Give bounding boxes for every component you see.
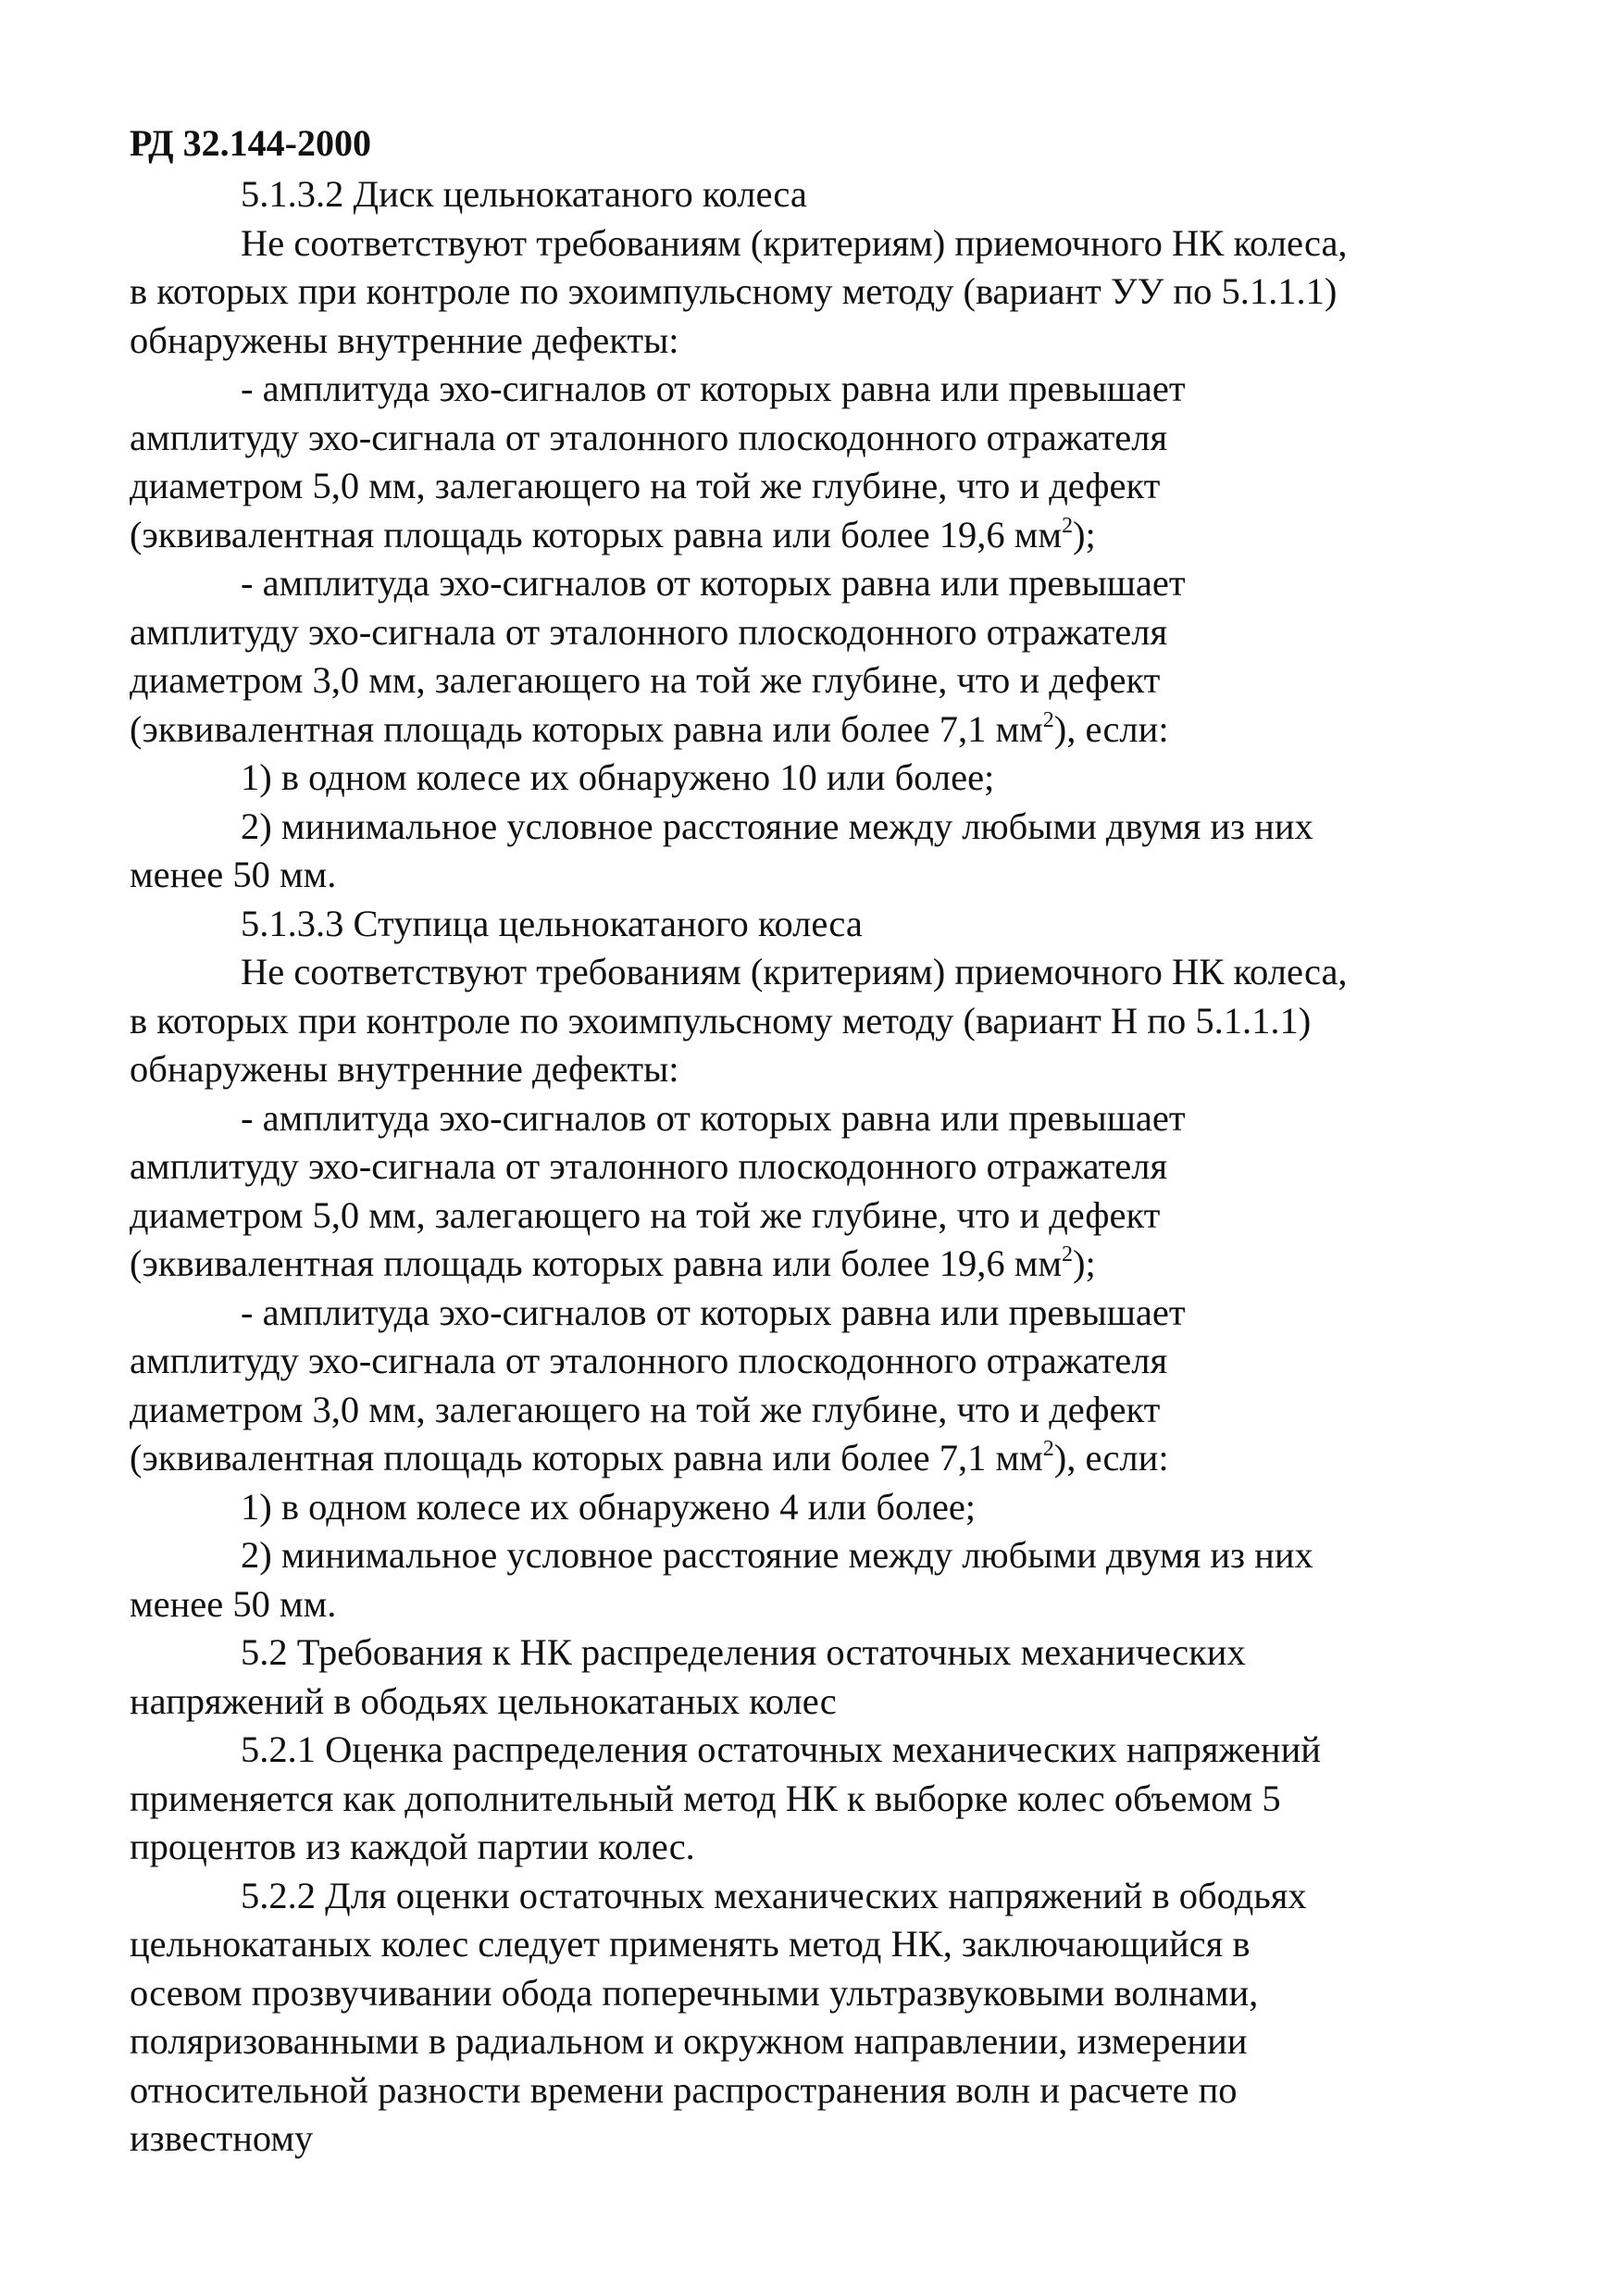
text-line (130, 705, 1546, 755)
text-line (130, 948, 1546, 997)
text-line (130, 2017, 1546, 2066)
text-line (130, 1094, 1546, 1143)
text-line-content: диаметром 3,0 мм, залегающего на той же глубине, что и дефект (130, 659, 1161, 701)
text-line-content: - амплитуда эхо-сигналов от которых равна или превышает (241, 1096, 1186, 1139)
text-line (130, 1289, 1546, 1338)
text-line-content: 5.1.3.2 Диск цельнокатаного колеса (241, 173, 807, 215)
text-line (130, 997, 1546, 1046)
text-line-tail: ), если: (1053, 707, 1169, 750)
text-line (130, 1920, 1546, 1969)
text-line-content: Не соответствуют требованиям (критериям) приемочного НК колеса, (241, 951, 1348, 992)
text-line-content: амплитуду эхо-сигнала от эталонного плоскодонного отражателя (130, 1340, 1168, 1381)
text-line-content: относительной разности времени распространения волн и расчете по (130, 2068, 1238, 2111)
text-line-content: 5.2.1 Оценка распределения остаточных механических напряжений (241, 1728, 1321, 1770)
text-line-content: обнаружены внутренние дефекты: (130, 318, 679, 361)
text-line (130, 414, 1546, 463)
text-line (130, 1142, 1546, 1192)
superscript-exponent: 2 (1061, 1242, 1073, 1267)
text-line-content: (эквивалентная площадь которых равна или более 19,6 мм (130, 513, 1062, 555)
text-line-content: - амплитуда эхо-сигналов от которых равна или превышает (241, 562, 1186, 604)
text-line-content: 1) в одном колесе их обнаружено 10 или более; (241, 756, 995, 798)
text-line-content: 5.2.2 Для оценки остаточных механических напряжений в ободьях (241, 1874, 1307, 1916)
text-line (130, 1045, 1546, 1094)
text-line-tail: ); (1072, 513, 1096, 555)
text-line-content: цельнокатаных колес следует применять метод НК, заключающийся в (130, 1923, 1251, 1965)
text-line (130, 1580, 1546, 1629)
text-line-content: процентов из каждой партии колес. (130, 1826, 695, 1867)
text-line-content: 2) минимальное условное расстояние между любыми двумя из них (241, 1534, 1313, 1576)
text-line-content: в которых при контроле по эхоимпульсному методу (вариант Н по 5.1.1.1) (130, 999, 1312, 1042)
text-line-content: амплитуду эхо-сигнала от эталонного плоскодонного отражателя (130, 416, 1168, 458)
text-line (130, 803, 1546, 852)
text-line-content: (эквивалентная площадь которых равна или более 19,6 мм (130, 1242, 1062, 1284)
text-line (130, 2066, 1546, 2115)
text-line (130, 656, 1546, 705)
text-line (130, 2115, 1546, 2164)
text-line (130, 511, 1546, 560)
text-line (130, 1872, 1546, 1921)
text-line-content: амплитуду эхо-сигнала от эталонного плоскодонного отражателя (130, 610, 1168, 653)
text-line (130, 1192, 1546, 1241)
document-code-header: РД 32.144-2000 (130, 122, 371, 164)
text-line-content: 5.2 Требования к НК распределения остаточных механических (241, 1631, 1246, 1673)
text-line-content: 1) в одном колесе их обнаружено 4 или более; (241, 1485, 977, 1528)
text-line-content: 2) минимальное условное расстояние между любыми двумя из них (241, 805, 1313, 847)
text-line-content: осевом прозвучивании обода поперечными ультразвуковыми волнами, (130, 1971, 1259, 2014)
text-line-content: обнаружены внутренние дефекты: (130, 1048, 679, 1090)
text-line (130, 1483, 1546, 1532)
text-line-content: Не соответствуют требованиям (критериям) приемочного НК колеса, (241, 221, 1348, 264)
superscript-exponent: 2 (1061, 513, 1073, 538)
text-line-content: известному (130, 2117, 314, 2159)
text-line (130, 1969, 1546, 2018)
superscript-exponent: 2 (1042, 1437, 1054, 1461)
text-line-content: диаметром 3,0 мм, залегающего на той же глубине, что и дефект (130, 1388, 1161, 1430)
text-line (130, 1240, 1546, 1289)
text-line-content: применяется как дополнительный метод НК к выборке колес объемом 5 (130, 1777, 1281, 1819)
text-line (130, 900, 1546, 949)
text-line (130, 1531, 1546, 1580)
text-line-content: менее 50 мм. (130, 854, 337, 895)
text-line-content: - амплитуда эхо-сигналов от которых равна или превышает (241, 368, 1186, 409)
superscript-exponent: 2 (1042, 707, 1054, 732)
text-line-content: - амплитуда эхо-сигналов от которых равна или превышает (241, 1291, 1186, 1333)
text-line (130, 219, 1546, 268)
text-line (130, 1823, 1546, 1872)
text-line-content: амплитуду эхо-сигнала от эталонного плоскодонного отражателя (130, 1145, 1168, 1187)
text-line-content: (эквивалентная площадь которых равна или более 7,1 мм (130, 707, 1043, 750)
text-line (130, 268, 1546, 317)
text-line (130, 317, 1546, 366)
text-line (130, 170, 1546, 219)
text-line-tail: ); (1072, 1242, 1096, 1284)
text-line-content: 5.1.3.3 Ступица цельнокатаного колеса (241, 902, 863, 944)
text-line (130, 365, 1546, 414)
text-line (130, 851, 1546, 900)
text-line-content: (эквивалентная площадь которых равна или более 7,1 мм (130, 1437, 1043, 1479)
text-line (130, 1726, 1546, 1775)
text-line-tail: ), если: (1053, 1437, 1169, 1479)
document-body (130, 170, 1546, 2164)
text-line-content: диаметром 5,0 мм, залегающего на той же глубине, что и дефект (130, 1193, 1161, 1236)
text-line (130, 608, 1546, 657)
text-line (130, 1628, 1546, 1678)
text-line (130, 754, 1546, 803)
text-line-content: менее 50 мм. (130, 1582, 337, 1625)
text-line (130, 1386, 1546, 1435)
text-line (130, 462, 1546, 511)
text-line (130, 1775, 1546, 1824)
text-line (130, 559, 1546, 608)
text-line-content: в которых при контроле по эхоимпульсному методу (вариант УУ по 5.1.1.1) (130, 270, 1338, 312)
text-line (130, 1678, 1546, 1727)
text-line-content: напряжений в ободьях цельнокатаных колес (130, 1679, 837, 1722)
text-line-content: поляризованными в радиальном и окружном направлении, измерении (130, 2020, 1248, 2062)
text-line-content: диаметром 5,0 мм, залегающего на той же глубине, что и дефект (130, 465, 1161, 506)
text-line (130, 1337, 1546, 1386)
text-line (130, 1434, 1546, 1483)
